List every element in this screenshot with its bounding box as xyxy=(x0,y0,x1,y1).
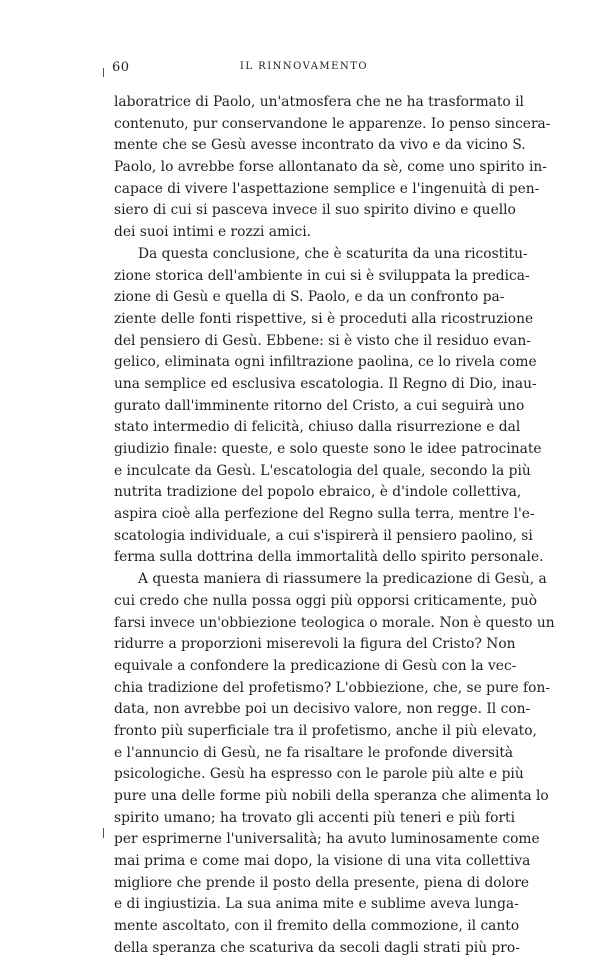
text-line: psicologiche. Gesù ha espresso con le parole più alte e più xyxy=(114,766,524,783)
text-line: Paolo, lo avrebbe forse allontanato da sè, come uno spirito in- xyxy=(114,159,547,176)
text-line: fronto più superficiale tra il profetismo, anche il più elevato, xyxy=(114,722,537,739)
text-line: giudizio finale: queste, e solo queste sono le idee patrocinate xyxy=(114,441,542,457)
text-line: zione storica dell'ambiente in cui si è sviluppata la predica- xyxy=(114,267,530,284)
text-line: e di ingiustizia. La sua anima mite e sublime aveva lunga- xyxy=(114,896,519,913)
text-line: zione di Gesù e quella di S. Paolo, e da un confronto pa- xyxy=(114,289,505,306)
text-line: spirito umano; ha trovato gli accenti più teneri e più forti xyxy=(114,809,516,826)
text-line: per esprimerne l'universalità; ha avuto luminosamente come xyxy=(114,831,540,848)
text-line: ferma sulla dottrina della immortalità dello spirito personale. xyxy=(114,549,544,566)
text-line: una semplice ed esclusiva escatologia. Il Regno di Dio, inau- xyxy=(114,375,537,392)
text-line: stato intermedio di felicità, chiuso dalla risurrezione e dal xyxy=(114,419,521,436)
paragraph-first-line: A questa maniera di riassumere la predicazione di Gesù, a xyxy=(138,571,547,588)
text-line: capace di vivere l'aspettazione semplice e l'ingenuità di pen- xyxy=(114,180,540,197)
text-line: ziente delle fonti rispettive, si è proceduti alla ricostruzione xyxy=(114,310,534,327)
text-line: ridurre a proporzioni miserevoli la figura del Cristo? Non xyxy=(114,636,516,653)
text-line: cui credo che nulla possa oggi più opporsi criticamente, può xyxy=(114,592,538,609)
text-line: e inculcate da Gesù. L'escatologia del quale, secondo la più xyxy=(114,462,531,479)
text-line: del pensiero di Gesù. Ebbene: si è visto che il residuo evan- xyxy=(114,332,531,349)
text-line: gelico, eliminata ogni infiltrazione paolina, ce lo rivela come xyxy=(114,354,537,371)
text-line: data, non avrebbe poi un decisivo valore, non regge. Il con- xyxy=(114,701,531,718)
text-line: nutrita tradizione del popolo ebraico, è d'indole collettiva, xyxy=(114,484,522,501)
page-header xyxy=(112,60,496,76)
running-title: IL RINNOVAMENTO xyxy=(239,61,369,72)
text-line: contenuto, pur conservandone le apparenze. Io penso sincera- xyxy=(114,115,551,132)
margin-mark xyxy=(103,68,104,77)
text-line: mente che se Gesù avesse incontrato da vivo e da vicino S. xyxy=(114,137,526,154)
text-line: scatologia individuale, a cui s'ispirerà il pensiero paolino, si xyxy=(114,527,533,544)
page-number: 60 xyxy=(112,60,130,75)
text-line: della speranza che scaturiva da secoli dagli strati più pro- xyxy=(114,939,520,956)
text-line: mai prima e come mai dopo, la visione di una vita collettiva xyxy=(114,853,531,870)
body-text xyxy=(114,92,555,960)
text-line: mente ascoltato, con il fremito della commozione, il canto xyxy=(114,918,520,935)
text-line: farsi invece un'obbiezione teologica o morale. Non è questo un xyxy=(114,614,555,631)
text-line: aspira cioè alla perfezione del Regno sulla terra, mentre l'e- xyxy=(114,506,535,523)
text-line: gurato dall'imminente ritorno del Cristo, a cui seguirà uno xyxy=(114,397,525,414)
margin-mark xyxy=(103,828,104,838)
text-line: migliore che prende il posto della presente, piena di dolore xyxy=(114,874,530,891)
text-line: pure una delle forme più nobili della speranza che alimenta lo xyxy=(114,788,549,804)
text-line: chia tradizione del profetismo? L'obbiezione, che, se pure fon- xyxy=(114,679,550,696)
text-line: dei suoi intimi e rozzi amici. xyxy=(114,224,312,241)
text-line: equivale a confondere la predicazione di Gesù con la vec- xyxy=(114,657,517,674)
paragraph-first-line: Da questa conclusione, che è scaturita da una ricostitu- xyxy=(138,245,528,262)
text-line: siero di cui si pasceva invece il suo spirito divino e quello xyxy=(114,202,516,219)
text-line: laboratrice di Paolo, un'atmosfera che ne ha trasformato il xyxy=(114,94,524,110)
text-line: e l'annuncio di Gesù, ne fa risaltare le profonde diversità xyxy=(114,744,514,761)
